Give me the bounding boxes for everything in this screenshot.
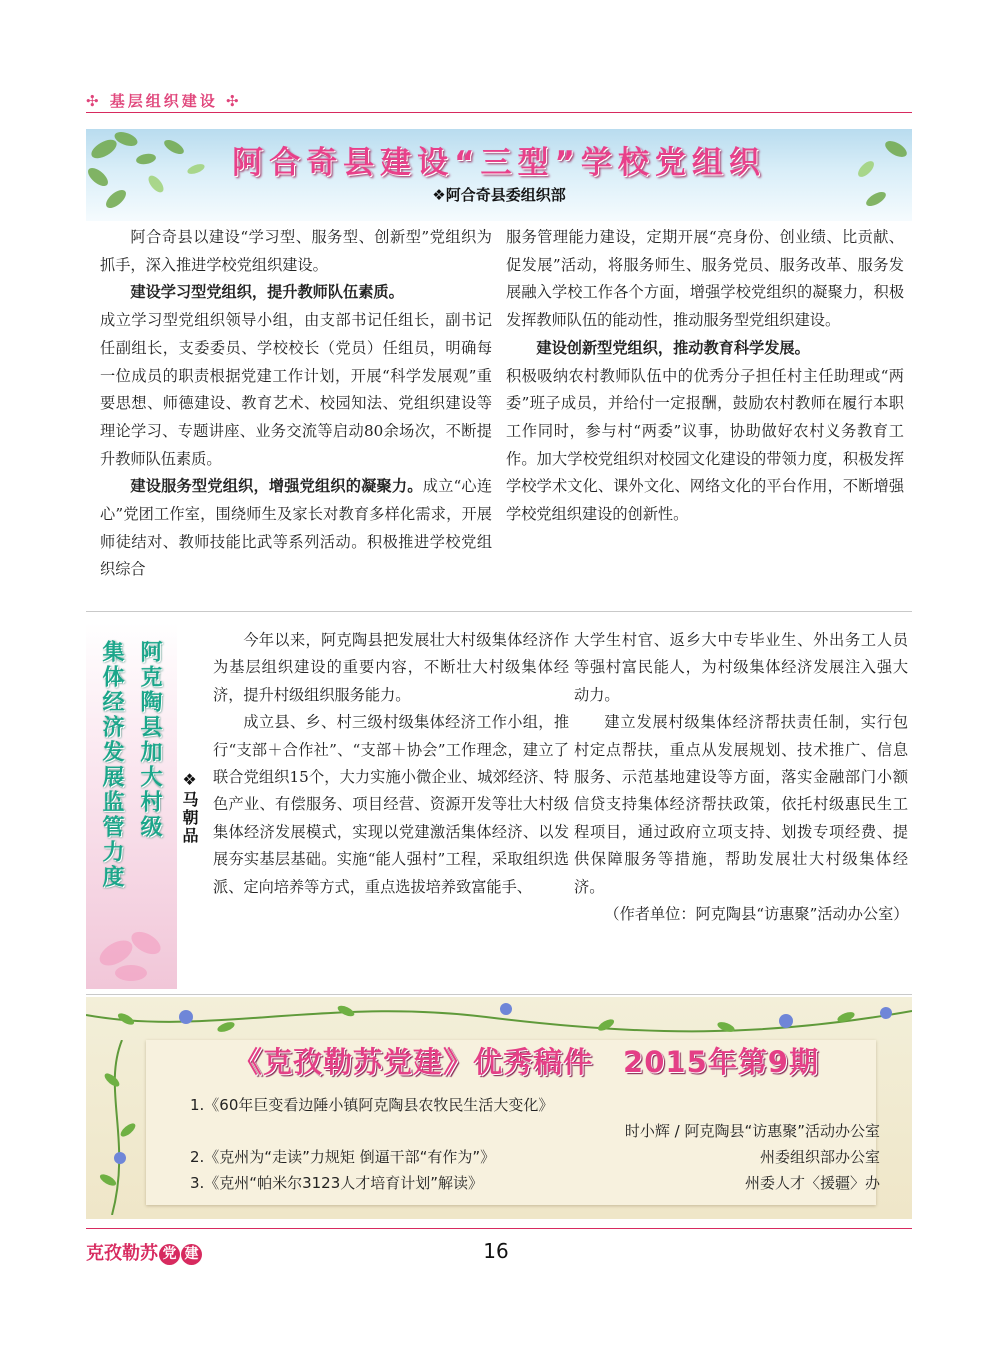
footer-rule <box>86 1228 912 1229</box>
article2-column-left <box>213 627 569 901</box>
article2-paragraph-2: 成立县、乡、村三级村级集体经济工作小组，推行“支部＋合作社”、“支部＋协会”工作理念，建立了联合党组织15个，大力实施小微企业、城郊经济、特色产业、有偿服务、项目经营、资源开发等壮大村级集体经济发展模式，实现以党建激活集体经济、以发展夯实基层基础。实施“能人强村”工程，采取组织选派、定向培养等方式，重点选拔培养致富能手、 <box>213 713 569 896</box>
article2-paragraph-1: 今年以来，阿克陶县把发展壮大村级集体经济作为基层组织建设的重要内容，不断壮大村级集体经济，提升村级组织服务能力。 <box>213 631 569 704</box>
header-rule <box>86 112 912 113</box>
article2-author-note: （作者单位：阿克陶县“访惠聚”活动办公室） <box>604 905 909 924</box>
article1-paragraph-1: 成立学习型党组织领导小组，由支部书记任组长，副书记任副组长，支委委员、学校校长（党员）任组员，明确每一位成员的职责根据党建工作计划，开展“科学发展观”重要思想、师德建设、教育艺术、校园知法、党组织建设等理论学习、专题讲座、业务交流等启动80余场次，不断提升教师队伍素质。 <box>100 311 492 468</box>
list-item <box>190 1170 880 1196</box>
list-item-source: 州委人才〈援疆〉办 <box>744 1174 880 1192</box>
page-number: 16 <box>483 1239 509 1263</box>
article2-paragraph-3: 建立发展村级集体经济帮扶责任制，实行包村定点帮扶，重点从发展规划、技术推广、信息服务、示范基地建设等方面，落实金融部门小额信贷支持集体经济帮扶政策，依托村级惠民生工程项目，通过政府立项支持、划拨专项经费、提供保障服务等措施，帮助发展壮大村级集体经济。 <box>574 713 908 896</box>
article1-paragraph-2b: 服务管理能力建设，定期开展“亮身份、创业绩、比贡献、促发展”活动，将服务师生、服务党员、服务改革、服务发展融入学校工作各个方面，增强学校党组织的凝聚力，积极发挥教师队伍的能动性，推动服务型党组织建设。 <box>506 228 904 330</box>
article2-column-right <box>574 627 908 928</box>
excellent-articles-list <box>190 1092 880 1196</box>
article1-column-right <box>506 224 904 529</box>
list-item <box>190 1144 880 1170</box>
list-item-source: 时小辉 / 阿克陶县“访惠聚”活动办公室 <box>624 1122 880 1140</box>
excellent-articles-title: 《克孜勒苏党建》优秀稿件 2015年第9期 <box>233 1045 819 1079</box>
article1-paragraph-2a: 成立“心连心”党团工作室，围绕师生及家长对教育多样化需求，开展师徒结对、教师技能比武等系列活动。积极推进学校党组织综合 <box>100 477 493 579</box>
article1-intro: 阿合奇县以建设“学习型、服务型、创新型”党组织为抓手，深入推进学校党组织建设。 <box>100 228 492 274</box>
magazine-name-char: 建 <box>181 1244 202 1265</box>
section-tag: ✣ 基层组织建设 ✣ <box>86 92 242 110</box>
magazine-name <box>86 1239 202 1265</box>
article1-heading-1: 建设学习型党组织，提升教师队伍素质。 <box>130 283 404 302</box>
vine-decoration-left <box>92 1040 142 1215</box>
article2-title-line2: 集体经济发展监管力度 <box>99 640 124 890</box>
list-item-title: 3.《克州“帕米尔3123人才培育计划”解读》 <box>190 1174 484 1192</box>
article2-author: ❖马朝品 <box>180 770 199 845</box>
magazine-name-text: 克孜勒苏 <box>86 1243 158 1264</box>
article1-heading-2: 建设服务型党组织，增强党组织的凝聚力。 <box>130 477 423 496</box>
vine-decoration <box>86 997 912 1037</box>
list-item <box>190 1118 880 1144</box>
list-item-title: 2.《克州为“走读”力规矩 倒逼干部“有作为”》 <box>190 1148 496 1166</box>
article1-column-left <box>100 224 492 584</box>
article2-title-line1: 阿克陶县加大村级 <box>137 640 162 840</box>
list-item <box>190 1092 880 1118</box>
list-item-source: 州委组织部办公室 <box>759 1148 880 1166</box>
list-item-title: 1.《60年巨变看边陲小镇阿克陶县农牧民生活大变化》 <box>190 1096 554 1114</box>
article-separator <box>86 611 912 612</box>
article-separator-2 <box>86 994 912 995</box>
article1-paragraph-3: 积极吸纳农村教师队伍中的优秀分子担任村主任助理或“两委”班子成员，并给付一定报酬，鼓励农村教师在履行本职工作同时，参与村“两委”议事，协助做好农村义务教育工作。加大学校党组织对校园文化建设的带领力度，积极发挥学校学术文化、课外文化、网络文化的平台作用，不断增强学校党组织建设的创新性。 <box>506 366 904 524</box>
article2-paragraph-2b: 大学生村官、返乡大中专毕业生、外出务工人员等强村富民能人，为村级集体经济发展注入强大动力。 <box>574 631 908 704</box>
article1-byline: ❖阿合奇县委组织部 <box>432 186 566 204</box>
article1-title: 阿合奇县建设“三型”学校党组织 <box>232 145 766 181</box>
article1-heading-3: 建设创新型党组织，推动教育科学发展。 <box>536 338 810 357</box>
magazine-name-char: 党 <box>159 1244 180 1265</box>
